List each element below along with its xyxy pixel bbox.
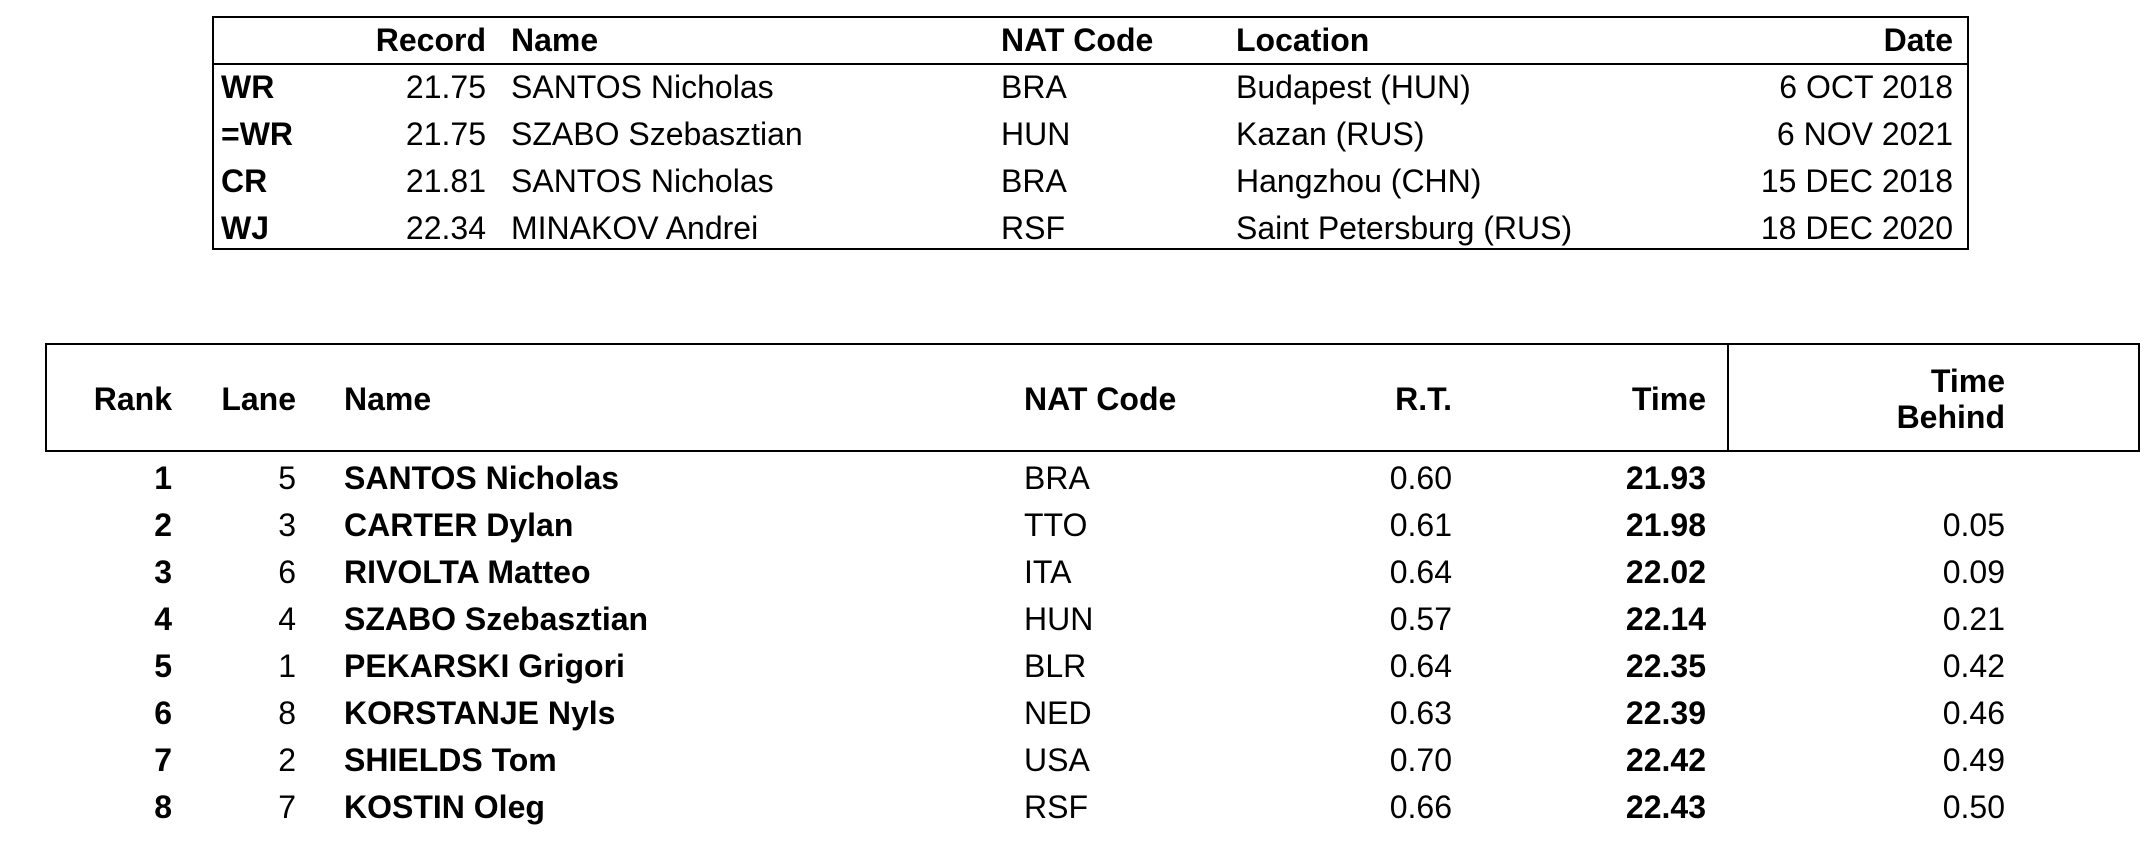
result-nat: NED bbox=[1024, 695, 1092, 731]
result-lane: 5 bbox=[278, 460, 296, 496]
result-nat: BLR bbox=[1024, 648, 1087, 684]
result-name: SHIELDS Tom bbox=[344, 742, 557, 778]
result-lane: 7 bbox=[278, 789, 296, 825]
record-name: SANTOS Nicholas bbox=[511, 69, 774, 105]
record-date: 6 NOV 2021 bbox=[1776, 116, 1953, 152]
records-header-nat-code: NAT Code bbox=[1001, 22, 1154, 58]
results-header-rt: R.T. bbox=[1395, 381, 1452, 417]
result-reaction-time: 0.57 bbox=[1389, 601, 1452, 637]
result-nat: TTO bbox=[1024, 507, 1088, 543]
result-rank: 4 bbox=[154, 601, 172, 637]
records-header-record: Record bbox=[375, 22, 486, 58]
record-date: 18 DEC 2020 bbox=[1760, 210, 1953, 246]
result-nat: HUN bbox=[1024, 601, 1094, 637]
result-time: 22.02 bbox=[1625, 554, 1706, 590]
result-time-behind: 0.21 bbox=[1942, 601, 2005, 637]
result-time-behind: 0.50 bbox=[1942, 789, 2005, 825]
result-reaction-time: 0.66 bbox=[1389, 789, 1452, 825]
record-nat: HUN bbox=[1001, 116, 1071, 152]
results-header-time-behind-line1: Time bbox=[1930, 363, 2005, 399]
result-time: 22.14 bbox=[1625, 601, 1706, 637]
result-rank: 3 bbox=[154, 554, 172, 590]
result-reaction-time: 0.63 bbox=[1389, 695, 1452, 731]
result-reaction-time: 0.61 bbox=[1389, 507, 1452, 543]
result-time: 22.42 bbox=[1625, 742, 1706, 778]
result-lane: 4 bbox=[278, 601, 296, 637]
result-time: 21.98 bbox=[1625, 507, 1706, 543]
record-value: 21.75 bbox=[405, 116, 486, 152]
result-time-behind: 0.09 bbox=[1942, 554, 2005, 590]
result-lane: 1 bbox=[278, 648, 296, 684]
record-type: =WR bbox=[221, 116, 293, 152]
record-type: CR bbox=[221, 163, 268, 199]
results-header-nat-code: NAT Code bbox=[1024, 381, 1177, 417]
record-nat: RSF bbox=[1001, 210, 1065, 246]
result-name: PEKARSKI Grigori bbox=[344, 648, 625, 684]
result-lane: 8 bbox=[278, 695, 296, 731]
record-location: Budapest (HUN) bbox=[1236, 69, 1471, 105]
result-time-behind: 0.46 bbox=[1942, 695, 2005, 731]
record-value: 21.75 bbox=[405, 69, 486, 105]
records-header-name: Name bbox=[511, 22, 599, 58]
result-time-behind: 0.42 bbox=[1942, 648, 2005, 684]
result-rank: 2 bbox=[154, 507, 172, 543]
result-nat: BRA bbox=[1024, 460, 1090, 496]
result-time: 22.43 bbox=[1625, 789, 1706, 825]
record-location: Kazan (RUS) bbox=[1236, 116, 1425, 152]
results-header-time-behind-line2: Behind bbox=[1896, 399, 2005, 435]
result-time: 22.35 bbox=[1625, 648, 1706, 684]
result-name: SZABO Szebasztian bbox=[344, 601, 649, 637]
result-time: 22.39 bbox=[1625, 695, 1706, 731]
result-name: RIVOLTA Matteo bbox=[344, 554, 591, 590]
record-nat: BRA bbox=[1001, 163, 1067, 199]
result-name: SANTOS Nicholas bbox=[344, 460, 620, 496]
results-header-lane: Lane bbox=[221, 381, 296, 417]
result-rank: 7 bbox=[154, 742, 172, 778]
result-nat: RSF bbox=[1024, 789, 1088, 825]
result-reaction-time: 0.70 bbox=[1389, 742, 1452, 778]
result-nat: USA bbox=[1024, 742, 1090, 778]
record-location: Saint Petersburg (RUS) bbox=[1236, 210, 1573, 246]
result-time: 21.93 bbox=[1625, 460, 1706, 496]
record-name: SANTOS Nicholas bbox=[511, 163, 774, 199]
record-nat: BRA bbox=[1001, 69, 1067, 105]
result-reaction-time: 0.60 bbox=[1389, 460, 1452, 496]
record-name: MINAKOV Andrei bbox=[511, 210, 759, 246]
result-reaction-time: 0.64 bbox=[1389, 554, 1452, 590]
result-rank: 1 bbox=[154, 460, 172, 496]
record-value: 21.81 bbox=[405, 163, 486, 199]
result-nat: ITA bbox=[1024, 554, 1072, 590]
record-value: 22.34 bbox=[405, 210, 486, 246]
results-header-time: Time bbox=[1631, 381, 1706, 417]
result-name: CARTER Dylan bbox=[344, 507, 574, 543]
record-type: WR bbox=[221, 69, 275, 105]
result-rank: 5 bbox=[154, 648, 172, 684]
result-name: KOSTIN Oleg bbox=[344, 789, 545, 825]
record-location: Hangzhou (CHN) bbox=[1236, 163, 1482, 199]
result-name: KORSTANJE Nyls bbox=[344, 695, 616, 731]
result-time-behind: 0.49 bbox=[1942, 742, 2005, 778]
record-date: 6 OCT 2018 bbox=[1779, 69, 1953, 105]
records-header-date: Date bbox=[1883, 22, 1953, 58]
records-header-location: Location bbox=[1236, 22, 1370, 58]
record-date: 15 DEC 2018 bbox=[1760, 163, 1953, 199]
results-header-rank: Rank bbox=[93, 381, 172, 417]
result-rank: 8 bbox=[154, 789, 172, 825]
result-time-behind: 0.05 bbox=[1942, 507, 2005, 543]
result-rank: 6 bbox=[154, 695, 172, 731]
result-lane: 6 bbox=[278, 554, 296, 590]
record-name: SZABO Szebasztian bbox=[511, 116, 803, 152]
results-header-divider bbox=[1727, 345, 1729, 450]
record-type: WJ bbox=[221, 210, 269, 246]
result-lane: 3 bbox=[278, 507, 296, 543]
result-lane: 2 bbox=[278, 742, 296, 778]
results-header-name: Name bbox=[344, 381, 432, 417]
result-reaction-time: 0.64 bbox=[1389, 648, 1452, 684]
records-header-divider bbox=[214, 63, 1967, 65]
